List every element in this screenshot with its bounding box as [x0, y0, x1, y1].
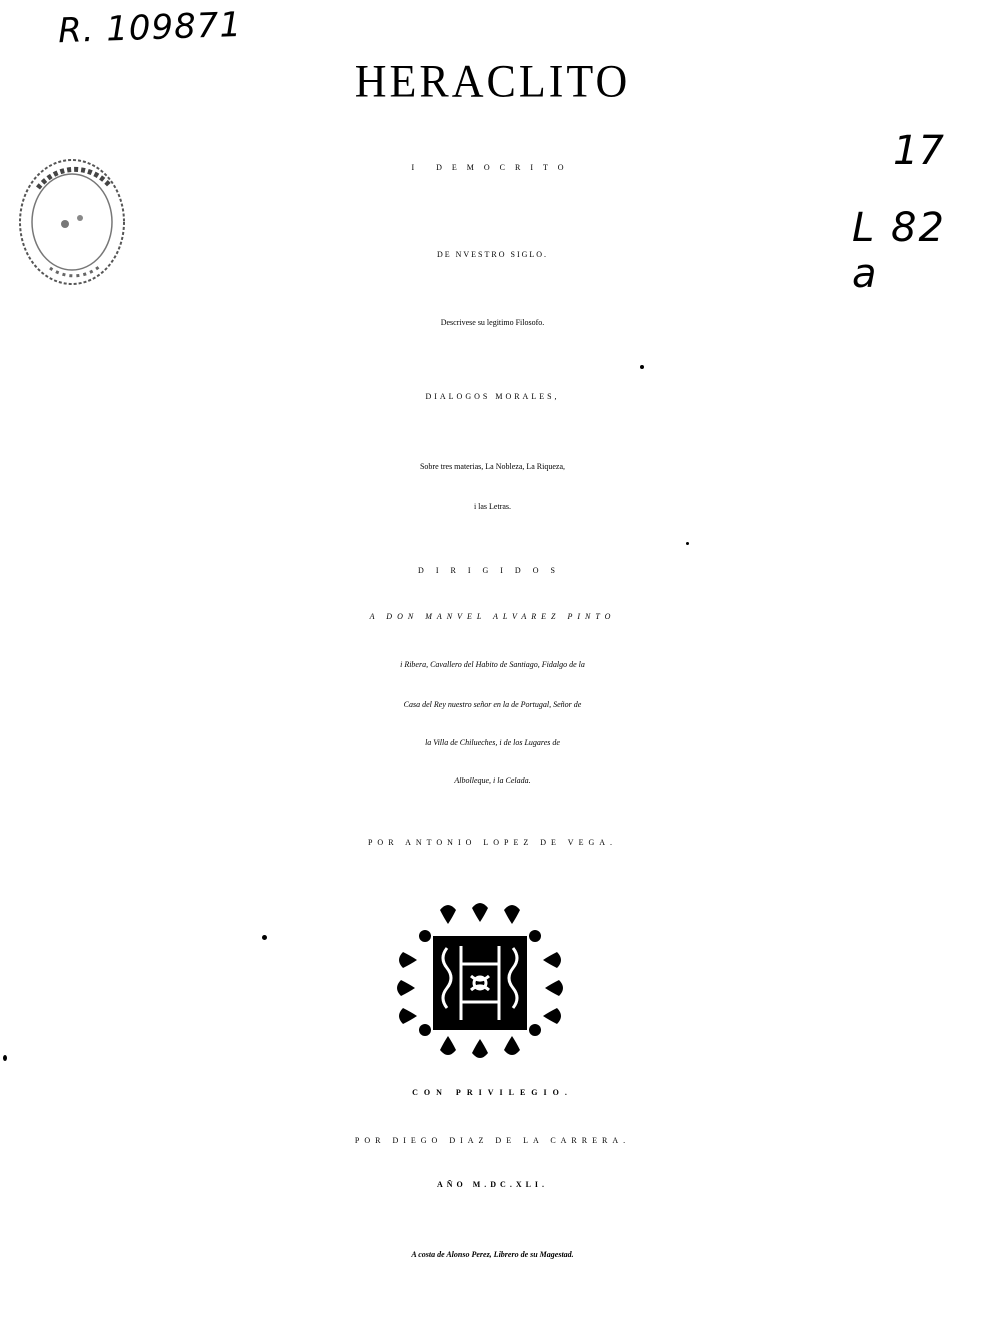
- work-type-heading: DIALOGOS MORALES,: [425, 392, 560, 401]
- ink-speck: [3, 1055, 7, 1061]
- dedication-line: la Villa de Chilueches, i de los Lugares de: [425, 738, 560, 747]
- ink-speck: [640, 365, 644, 369]
- dedication-line: Albolleque, i la Celada.: [454, 776, 531, 785]
- ink-speck: [262, 935, 267, 940]
- dedication-line: i Ribera, Cavallero del Habito de Santiago, Fidalgo de la: [400, 660, 585, 669]
- author-line: POR ANTONIO LOPEZ DE VEGA.: [367, 838, 618, 847]
- year-line: AÑO M.DC.XLI.: [436, 1180, 549, 1189]
- handwritten-margin-code: L 82 a: [852, 205, 946, 297]
- dedication-line: Casa del Rey nuestro señor en la de Portugal, Señor de: [403, 700, 582, 709]
- subtitle: Descrivese su legitimo Filosofo.: [440, 318, 545, 327]
- ink-speck: [686, 542, 689, 545]
- topics-line-2: i las Letras.: [473, 502, 512, 511]
- privilege-line: CON PRIVILEGIO.: [412, 1088, 573, 1097]
- title-democrito: I DEMOCRITO: [411, 163, 574, 172]
- handwritten-shelfmark: R. 109871: [57, 4, 243, 52]
- printers-ornament-icon: [395, 900, 565, 1065]
- dedicatee: A DON MANVEL ALVAREZ PINTO: [369, 612, 616, 621]
- title-de-nuestro-siglo: DE NVESTRO SIGLO.: [436, 250, 549, 259]
- title-heraclito: HERACLITO: [354, 55, 631, 108]
- bookseller-line: A costa de Alonso Perez, Librero de su Magestad.: [411, 1250, 574, 1259]
- topics-line-1: Sobre tres materias, La Nobleza, La Riqueza,: [419, 462, 566, 471]
- dedication-header: DIRIGIDOS: [418, 566, 567, 575]
- printer-line: POR DIEGO DIAZ DE LA CARRERA.: [354, 1136, 631, 1145]
- handwritten-margin-number: 17: [893, 128, 944, 174]
